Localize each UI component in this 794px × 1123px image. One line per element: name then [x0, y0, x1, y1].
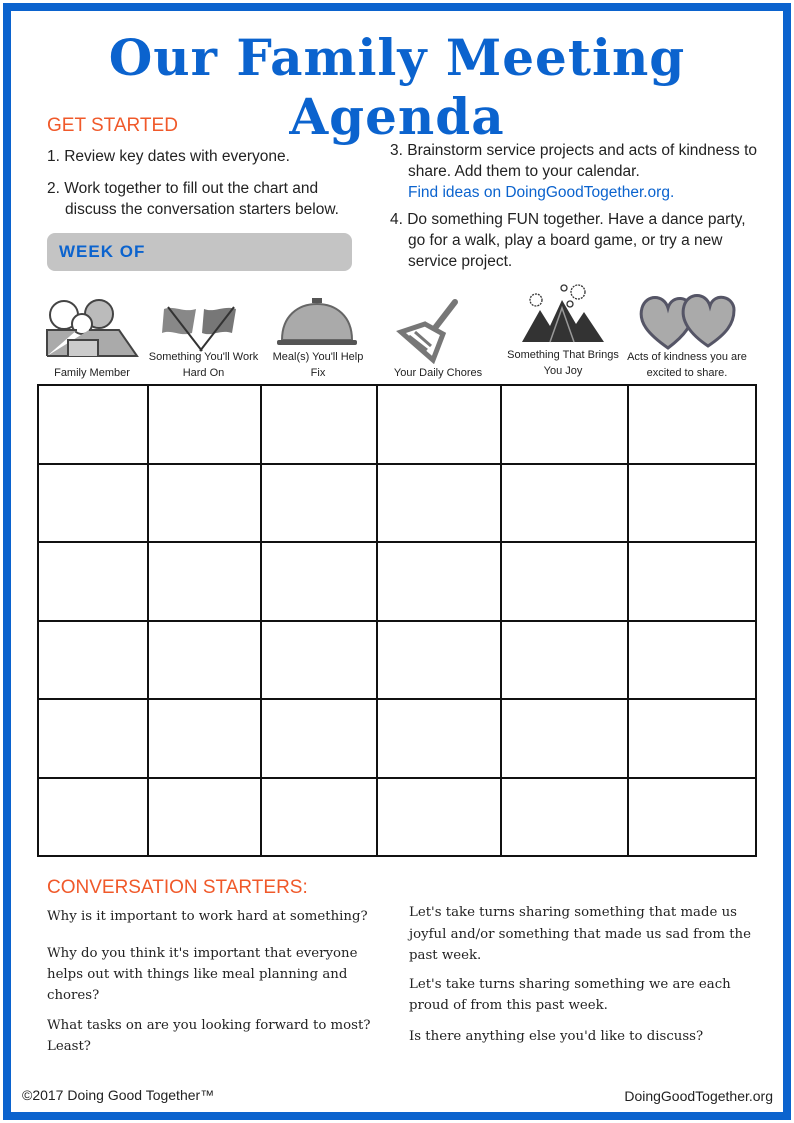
family-icon	[44, 298, 140, 358]
chart-cell[interactable]	[261, 542, 377, 621]
conversation-heading: CONVERSATION STARTERS:	[47, 877, 308, 898]
starter: Let's take turns sharing something that made us joyful and/or something that made us sad from the past week.	[409, 905, 751, 963]
chart-cell[interactable]	[38, 464, 148, 543]
table-row	[38, 464, 756, 543]
chart-cell[interactable]	[377, 699, 501, 778]
footer-site-link[interactable]: DoingGoodTogether.org	[624, 1088, 773, 1104]
agenda-chart	[37, 384, 757, 857]
copyright: ©2017 Doing Good Together™	[22, 1087, 215, 1103]
col-header-joy: Something That Brings You Joy	[507, 349, 619, 377]
col-header-meals: Meal(s) You'll Help Fix	[272, 351, 364, 379]
chart-cell[interactable]	[501, 778, 628, 857]
chart-cell[interactable]	[261, 385, 377, 464]
starter: Why do you think it's important that everyone helps out with things like meal planning and chores?	[47, 946, 358, 1003]
get-started-heading: GET STARTED	[47, 115, 178, 136]
hearts-icon	[638, 294, 738, 352]
chart-cell[interactable]	[148, 621, 261, 700]
table-row	[38, 542, 756, 621]
chart-cell[interactable]	[261, 621, 377, 700]
chart-cell[interactable]	[628, 542, 756, 621]
chart-cell[interactable]	[148, 542, 261, 621]
table-row	[38, 385, 756, 464]
col-header-kindness: Acts of kindness you are excited to share.	[627, 351, 747, 379]
chart-cell[interactable]	[377, 464, 501, 543]
step-4: 4. Do something FUN together. Have a dance party, go for a walk, play a board game, or try a new service project.	[390, 211, 746, 270]
chart-cell[interactable]	[38, 699, 148, 778]
col-header-family-member: Family Member	[54, 367, 130, 379]
col-header-chores: Your Daily Chores	[393, 367, 483, 379]
chart-cell[interactable]	[628, 385, 756, 464]
broom-icon	[395, 296, 465, 364]
chart-cell[interactable]	[377, 778, 501, 857]
chart-cell[interactable]	[501, 621, 628, 700]
week-of-field[interactable]: WEEK OF	[47, 233, 352, 271]
table-row	[38, 699, 756, 778]
chart-cell[interactable]	[628, 778, 756, 857]
chart-cell[interactable]	[377, 621, 501, 700]
chart-cell[interactable]	[628, 699, 756, 778]
chart-cell[interactable]	[38, 385, 148, 464]
ideas-link[interactable]: Find ideas on DoingGoodTogether.org.	[408, 184, 675, 201]
chart-cell[interactable]	[628, 621, 756, 700]
step-2: 2. Work together to fill out the chart and discuss the conversation starters below.	[47, 180, 339, 218]
starter: What tasks on are you looking forward to most? Least?	[47, 1018, 371, 1054]
step-3	[390, 140, 760, 203]
chart-cell[interactable]	[628, 464, 756, 543]
starter: Is there anything else you'd like to discuss?	[409, 1029, 704, 1044]
step-3-text: 3. Brainstorm service projects and acts of kindness to share. Add them to your calendar.	[390, 142, 757, 180]
step-1: 1. Review key dates with everyone.	[47, 148, 290, 165]
chart-cell[interactable]	[377, 542, 501, 621]
table-row	[38, 621, 756, 700]
page-title: Our Family Meeting Agenda	[108, 28, 686, 146]
col-header-work-hard: Something You'll Work Hard On	[148, 351, 259, 379]
chart-cell[interactable]	[38, 621, 148, 700]
chart-cell[interactable]	[501, 385, 628, 464]
chart-cell[interactable]	[501, 699, 628, 778]
flags-icon	[160, 303, 240, 353]
chart-cell[interactable]	[148, 699, 261, 778]
chart-cell[interactable]	[261, 464, 377, 543]
chart-cell[interactable]	[148, 464, 261, 543]
starter: Why is it important to work hard at something?	[47, 909, 368, 924]
chart-cell[interactable]	[148, 778, 261, 857]
chart-cell[interactable]	[38, 542, 148, 621]
mountains-fireworks-icon	[520, 282, 606, 344]
chart-cell[interactable]	[261, 778, 377, 857]
chart-cell[interactable]	[501, 464, 628, 543]
table-row	[38, 778, 756, 857]
chart-cell[interactable]	[261, 699, 377, 778]
chart-cell[interactable]	[377, 385, 501, 464]
chart-cell[interactable]	[148, 385, 261, 464]
cloche-icon	[276, 296, 358, 348]
chart-cell[interactable]	[38, 778, 148, 857]
chart-cell[interactable]	[501, 542, 628, 621]
starter: Let's take turns sharing something we are each proud of from this past week.	[409, 977, 731, 1013]
